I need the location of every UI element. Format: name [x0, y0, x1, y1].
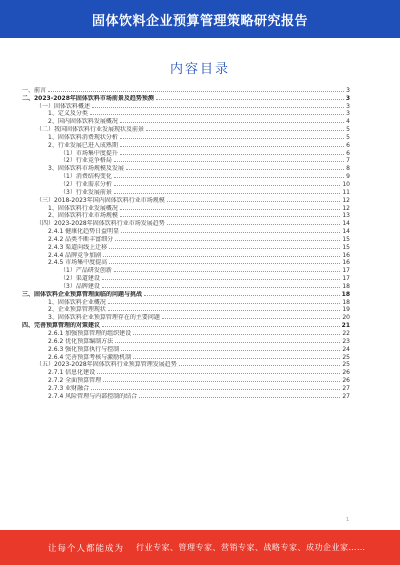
toc-entry-title: （一）固体饮料概述 [36, 102, 91, 110]
toc-entry-page: 14 [342, 220, 350, 228]
toc-entry-page: 3 [346, 102, 350, 110]
toc-entry[interactable] [22, 298, 350, 306]
toc-entry[interactable] [22, 94, 350, 102]
toc-entry-title: 2.4.5 市场集中度提高 [48, 259, 108, 267]
table-of-contents [22, 86, 350, 400]
toc-entry[interactable] [22, 125, 350, 133]
footer-slogan: 让每个人都能成为 [48, 544, 125, 554]
toc-entry[interactable] [22, 141, 350, 149]
toc-entry[interactable] [22, 204, 350, 212]
toc-entry-page: 12 [342, 196, 350, 204]
toc-entry-page: 16 [342, 251, 350, 259]
toc-entry-title: 2.7.1 信息化建设 [48, 369, 96, 377]
toc-entry-title: （3）行业发展前景 [60, 188, 112, 196]
toc-entry-page: 6 [346, 149, 350, 157]
toc-entry-title: 四、完善预算管理的对策建议 [22, 322, 101, 330]
toc-leader-dots [162, 318, 341, 319]
toc-leader-dots [133, 358, 340, 359]
toc-entry[interactable] [22, 102, 350, 110]
toc-leader-dots [114, 193, 341, 194]
toc-entry[interactable] [22, 251, 350, 259]
toc-entry-title: （二）我国固体饮料行业发展现状及前景 [36, 126, 145, 134]
toc-entry[interactable] [22, 321, 350, 329]
toc-leader-dots [114, 161, 344, 162]
toc-leader-dots [48, 91, 344, 92]
toc-entry-title: 3、固体饮料市场规模及发展 [48, 165, 124, 173]
toc-leader-dots [109, 263, 340, 264]
toc-entry-page: 18 [342, 298, 350, 306]
toc-leader-dots [179, 365, 341, 366]
toc-leader-dots [90, 114, 344, 115]
toc-entry-title: （1）消费结构变化 [60, 173, 112, 181]
toc-leader-dots [115, 240, 340, 241]
toc-entry[interactable] [22, 110, 350, 118]
toc-leader-dots [97, 373, 340, 374]
toc-leader-dots [120, 209, 341, 210]
toc-entry-page: 25 [342, 361, 350, 369]
toc-entry[interactable] [22, 157, 350, 165]
toc-leader-dots [139, 397, 340, 398]
toc-entry-page: 12 [342, 204, 350, 212]
toc-entry[interactable] [22, 212, 350, 220]
toc-entry-page: 26 [342, 377, 350, 385]
page-number: 1 [346, 517, 350, 523]
toc-entry-title: （2）行业竞争格局 [60, 157, 112, 165]
toc-entry-title: （四）2023-2028年固体饮料行业市场发展趋势 [36, 220, 165, 228]
toc-entry[interactable] [22, 188, 350, 196]
toc-leader-dots [144, 295, 340, 296]
toc-entry[interactable] [22, 337, 350, 345]
toc-entry[interactable] [22, 313, 350, 321]
toc-entry[interactable] [22, 384, 350, 392]
toc-entry-page: 9 [346, 173, 350, 181]
toc-entry-page: 24 [342, 345, 350, 353]
toc-leader-dots [126, 169, 344, 170]
toc-entry-title: 2.4.3 渠道向线上迁移 [48, 243, 108, 251]
toc-entry-title: 2、固体饮料行业市场规模 [48, 212, 118, 220]
toc-leader-dots [114, 271, 341, 272]
toc-leader-dots [167, 201, 341, 202]
toc-entry-title: 2.6.4 完善预算考核与激励机制 [48, 353, 132, 361]
toc-entry-title: 1、定义及分类 [48, 110, 88, 118]
toc-entry-page: 25 [342, 353, 350, 361]
toc-entry-title: （1）市场集中度提升 [60, 149, 118, 157]
toc-entry-page: 5 [346, 133, 350, 141]
toc-entry-title: 3、固体饮料企业预算管理存在的主要问题 [48, 314, 160, 322]
toc-entry[interactable] [22, 368, 350, 376]
toc-entry-page: 11 [342, 188, 350, 196]
toc-entry-title: （2）行业需求分析 [60, 180, 112, 188]
report-title: 固体饮料企业预算管理策略研究报告 [91, 13, 308, 29]
toc-leader-dots [91, 389, 340, 390]
toc-entry[interactable] [22, 353, 350, 361]
toc-entry-title: （3）品牌建设 [60, 282, 100, 290]
toc-entry-page: 10 [342, 180, 350, 188]
toc-leader-dots [114, 185, 341, 186]
toc-leader-dots [109, 248, 340, 249]
toc-entry-title: 2.4.4 品牌竞争加剧 [48, 251, 102, 259]
toc-entry-page: 15 [342, 235, 350, 243]
toc-entry-page: 18 [341, 290, 350, 298]
toc-leader-dots [102, 326, 340, 327]
toc-entry[interactable] [22, 227, 350, 235]
toc-entry[interactable] [22, 361, 350, 369]
toc-entry[interactable] [22, 345, 350, 353]
toc-entry-title: 2.7.2 全面预算管理 [48, 377, 102, 385]
toc-entry-page: 14 [342, 228, 350, 236]
toc-entry-title: 2.6.3 强化预算执行与控制 [48, 345, 120, 353]
toc-leader-dots [156, 99, 344, 100]
toc-entry-title: 三、固体饮料企业预算管理面临的问题与挑战 [22, 290, 143, 298]
toc-leader-dots [120, 216, 341, 217]
toc-leader-dots [133, 334, 340, 335]
toc-entry-title: 2.7.4 风险管理与内部控制的结合 [48, 392, 138, 400]
toc-leader-dots [146, 130, 344, 131]
toc-leader-dots [167, 224, 341, 225]
toc-leader-dots [120, 146, 344, 147]
toc-entry-title: 2.6.1 加强预算管理的组织建设 [48, 330, 132, 337]
toc-leader-dots [120, 154, 344, 155]
toc-leader-dots [120, 138, 344, 139]
toc-leader-dots [92, 107, 344, 108]
toc-entry-page: 13 [342, 212, 350, 220]
toc-entry[interactable] [22, 274, 350, 282]
toc-entry[interactable] [22, 219, 350, 227]
toc-leader-dots [103, 381, 340, 382]
toc-entry-title: （2）渠道建设 [60, 275, 100, 283]
toc-entry-page: 3 [346, 86, 350, 94]
toc-entry-page: 26 [342, 369, 350, 377]
toc-leader-dots [102, 279, 341, 280]
toc-entry[interactable] [22, 282, 350, 290]
toc-entry-page: 17 [342, 267, 350, 275]
toc-entry-title: 1、固体饮料行业发展概况 [48, 204, 118, 212]
toc-leader-dots [120, 122, 344, 123]
toc-entry[interactable] [22, 133, 350, 141]
toc-leader-dots [115, 342, 340, 343]
toc-entry-title: 二、2023-2028年固体饮料市场前景及趋势预测 [22, 94, 154, 102]
toc-entry-page: 19 [342, 306, 350, 314]
toc-entry[interactable] [22, 306, 350, 314]
toc-entry-title: 2.4.1 健康化趋势日益明显 [48, 228, 120, 236]
toc-entry[interactable] [22, 243, 350, 251]
toc-entry-page: 23 [342, 337, 350, 345]
toc-leader-dots [121, 232, 340, 233]
toc-entry[interactable] [22, 86, 350, 94]
header-banner [0, 0, 400, 38]
toc-leader-dots [108, 310, 341, 311]
toc-entry-page: 22 [342, 330, 350, 337]
toc-entry-page: 3 [346, 110, 350, 118]
toc-entry-page: 27 [342, 392, 350, 400]
toc-entry-page: 16 [342, 259, 350, 267]
toc-entry-page: 6 [346, 141, 350, 149]
toc-entry-page: 8 [346, 165, 350, 173]
toc-entry-title: 2、企业预算管理现状 [48, 306, 106, 314]
toc-entry-page: 17 [342, 275, 350, 283]
toc-entry-page: 4 [346, 118, 350, 126]
footer-tags: 行业专家、管理专家、营销专家、战略专家、成功企业家…… [136, 543, 366, 552]
toc-entry-title: 2.4.2 品类不断丰富细分 [48, 235, 114, 243]
toc-entry[interactable] [22, 290, 350, 298]
toc-entry-title: 2、行业发展已进入成熟期 [48, 141, 118, 149]
toc-entry-page: 18 [342, 282, 350, 290]
toc-entry-title: 2.7.3 业财融合 [48, 384, 90, 392]
toc-entry-page: 21 [341, 322, 350, 330]
footer-banner [0, 530, 400, 565]
toc-entry[interactable] [22, 172, 350, 180]
toc-leader-dots [121, 350, 340, 351]
toc-leader-dots [102, 287, 341, 288]
toc-entry[interactable] [22, 235, 350, 243]
toc-entry-title: （五）2023-2028年固体饮料行业预算管理发展趋势 [36, 361, 177, 369]
toc-entry-page: 27 [342, 384, 350, 392]
toc-entry-title: 2、国内固体饮料发展概况 [48, 118, 118, 126]
toc-entry-page: 15 [342, 243, 350, 251]
toc-entry[interactable] [22, 259, 350, 267]
toc-leader-dots [103, 256, 340, 257]
toc-entry[interactable] [22, 329, 350, 337]
toc-entry-page: 20 [342, 314, 350, 322]
toc-entry-title: 一、前言 [22, 86, 47, 94]
toc-entry[interactable] [22, 196, 350, 204]
toc-entry-page: 7 [346, 157, 350, 165]
toc-entry-title: 1、固体饮料消费现状分析 [48, 133, 118, 141]
toc-entry[interactable] [22, 117, 350, 125]
toc-entry[interactable] [22, 149, 350, 157]
toc-entry[interactable] [22, 180, 350, 188]
toc-leader-dots [108, 303, 341, 304]
toc-entry-title: 1、固体饮料企业概况 [48, 298, 106, 306]
toc-leader-dots [114, 177, 344, 178]
toc-entry-page: 5 [346, 126, 350, 134]
toc-entry[interactable] [22, 392, 350, 400]
toc-entry-title: （三）2018-2023年国内固体饮料行业市场规模 [36, 196, 165, 204]
toc-entry[interactable] [22, 266, 350, 274]
toc-entry[interactable] [22, 376, 350, 384]
toc-entry[interactable] [22, 164, 350, 172]
toc-entry-title: （1）产品研发创新 [60, 267, 112, 275]
toc-entry-page: 3 [345, 94, 350, 102]
toc-entry-title: 2.6.2 优化预算编制方法 [48, 337, 114, 345]
toc-heading: 内容目录 [169, 62, 230, 77]
